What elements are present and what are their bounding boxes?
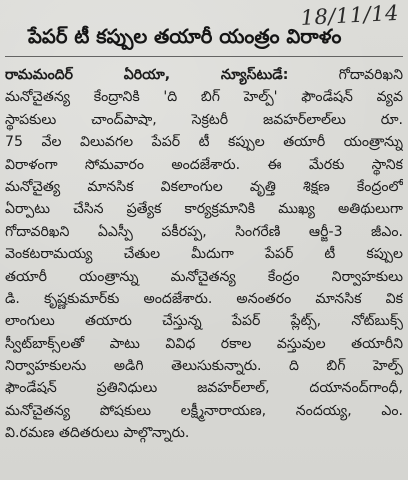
article-line: విరాళంగా సోమవారం అందజేశారు. ఈ మేరకు స్థానిక [5, 156, 403, 173]
article-dateline: రామమందిర్ ఏరియా, న్యూస్‌టుడే: [5, 67, 289, 83]
article-line: మనోచైతన్య పోషకులు లక్ష్మీనారాయణ, నందయ్య, ఎం. [5, 402, 403, 419]
article-line: వి.రమణ తదితరులు పాల్గొన్నారు. [5, 425, 190, 442]
article-line: స్థాపకులు చాంద్‌పాషా, సెక్రటరీ జవహర్‌లాల్‌లు రూ. [5, 111, 403, 128]
article-line: లాంగులు తయారు చేస్తున్న పేపర్ ప్లేట్స్, నోట్‌బుక్స్ [5, 313, 403, 330]
article-line: డి. కృష్ణకుమార్‌కు అందజేశారు. అనంతరం మానసిక విక [5, 290, 403, 307]
article-line: స్వీట్‌బాక్స్‌లతో పాటు వివిధ రకాల వస్తువుల తయారీని [5, 335, 403, 352]
article-line-text: గోదావరిఖని [338, 67, 403, 83]
article-line: ఏర్పాటు చేసిన ప్రత్యేక కార్యక్రమానికి ముఖ్య అతిథులుగా [5, 201, 403, 218]
article-line: ఫౌండేషన్ ప్రతినిధులు జవహర్‌లాల్, దయానంద్‌గాంధీ, [5, 380, 403, 397]
article-body [5, 64, 403, 445]
article-line: మనోచైత్య మానసిక వికలాంగుల వృత్తి శిక్షణ కేంద్రంలో [5, 178, 403, 195]
article-line: నిర్వాహకులను అడిగి తెలుసుకున్నారు. ది బిగ్ హెల్ప్ [5, 358, 403, 375]
article-line: తయారీ యంత్రాన్ను మనోచైతన్య కేంద్రం నిర్వాహకులు [5, 268, 403, 285]
handwritten-date: 18/11/14 [300, 0, 400, 30]
article-line [5, 64, 403, 86]
article-line: 75 వేల విలువగల పేపర్ టీ కప్పుల తయారీ యంత్రాన్ను [5, 134, 403, 151]
article-line: వెంకటరామయ్య చేతుల మీదుగా పేపర్ టీ కప్పుల [5, 246, 403, 263]
article-headline: పేపర్ టీ కప్పుల తయారీ యంత్రం విరాళం [28, 25, 342, 48]
headline-rule [5, 56, 403, 57]
article-line: మనోచైతన్య కేంద్రానికి 'ది బిగ్ హెల్ప్' ఫౌండేషన్ వ్యవ [5, 89, 403, 106]
article-line: గోదావరిఖని ఏఎస్పీ పకీరప్ప, సింగరేణి ఆర్జీ-3 జీఎం. [5, 223, 403, 240]
